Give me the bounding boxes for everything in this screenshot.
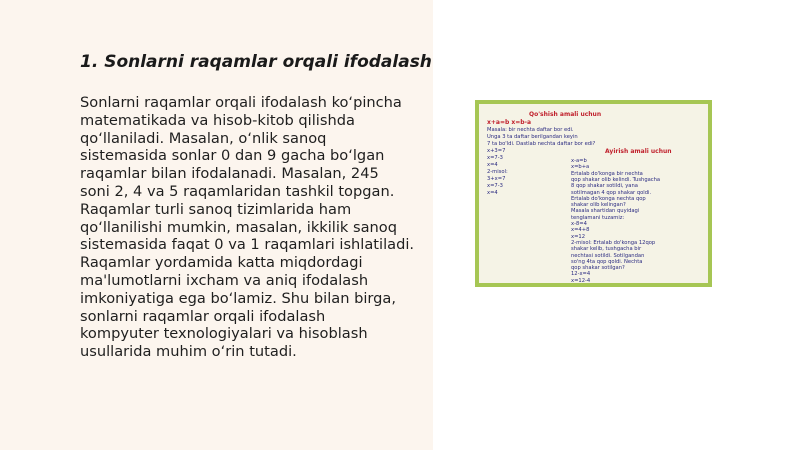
paragraph-line: imkoniyatiga ega bo‘lamiz. Shu bilan birga, [80,289,397,307]
worksheet-content [479,104,708,283]
worksheet-right-line: qop shakar olib kelindi. Tushgacha [571,176,661,183]
worksheet-right-line: shakar kelib, tushgacha bir [571,246,642,253]
addition-heading: Qo'shish amali uchun [529,111,602,118]
worksheet-right-line: 2-misol: Ertalab do'konga 12qop [571,239,656,246]
worksheet-left-line: 2-misol: [487,169,508,175]
paragraph-line: Raqamlar yordamida katta miqdordagi [80,254,363,272]
worksheet-right-line: x-a=b [571,158,587,164]
slide-paragraph [80,94,425,361]
worksheet-right-line: x=4+8 [571,227,590,234]
worksheet-right-line: qop shakar sotilgan? [571,265,625,272]
worksheet-left-line: x+a=b x=b-a [487,119,532,126]
worksheet-right-line: tenglamani tuzamiz: [571,214,625,221]
paragraph-line: Sonlarni raqamlar orqali ifodalash ko‘pincha [80,94,402,111]
paragraph-line: kompyuter texnologiyalari va hisoblash [80,325,368,343]
worksheet-right-line: x=12 [571,233,586,240]
worksheet-left-line: x=4 [487,162,498,168]
paragraph-line: Raqamlar turli sanoq tizimlarida ham [80,200,352,218]
worksheet-left-line: Masala: bir nechta daftar bor edi. [487,127,574,133]
worksheet-left-line: Unga 3 ta daftar berilgandan keyin [487,134,578,140]
worksheet-right-line: Masala shartidan quyidagi [571,208,640,215]
paragraph-line: qo‘llanilishi mumkin, masalan, ikkilik sanoq [80,218,397,236]
worksheet-left-line: 7 ta bo'ldi. Dastlab nechta daftar bor edi? [487,141,596,147]
paragraph-line: raqamlar bilan ifodalanadi. Masalan, 245 [80,165,379,183]
worksheet-right-line: nechtasi sotildi. Sotilgandan [571,252,645,259]
equation-worksheet-image [475,100,712,287]
paragraph-line: ma'lumotlarni ixcham va aniq ifodalash [80,271,369,289]
worksheet-left-line: x=4 [487,190,498,196]
worksheet-left-line: x+3=7 [487,148,506,154]
paragraph-line: sistemasida sonlar 0 dan 9 gacha bo‘lgan [80,147,385,165]
paragraph-line: usullarida muhim o‘rin tutadi. [80,343,297,361]
subtraction-heading: Ayirish amali uchun [605,148,672,155]
worksheet-left-line: 3+x=7 [487,176,506,182]
worksheet-right-line: x=12-4 [571,277,591,283]
paragraph-line: soni 2, 4 va 5 raqamlaridan tashkil topgan. [80,182,395,200]
worksheet-right-line: Ertalab do'konga nechta qop [571,195,646,202]
worksheet-right-line: shakar olib kelingan? [571,202,626,209]
worksheet-left-line: x=7-3 [487,155,503,161]
worksheet-right-line: 8 qop shakar sotildi, yana [571,183,638,190]
worksheet-right-line: Ertalab do'konga bir nechta [571,170,643,177]
paragraph-line: sistemasida faqat 0 va 1 raqamlari ishlatiladi. [80,236,415,254]
paragraph-line: matematikada va hisob-kitob qilishda [80,111,355,129]
worksheet-right-line: 12-x=4 [571,271,591,278]
paragraph-line: sonlarni raqamlar orqali ifodalash [80,307,326,325]
paragraph-line: qo‘llaniladi. Masalan, o‘nlik sanoq [80,129,327,147]
slide-title: 1. Sonlarni raqamlar orqali ifodalash [80,52,432,72]
worksheet-left-line: x=7-3 [487,183,503,189]
worksheet-right-line: x=b+a [571,164,590,171]
worksheet-right-line: so'ng 4ta qop qoldi. Nechta [571,258,643,265]
worksheet-right-line: sotilmagan 4 qop shakar qoldi. [571,189,652,196]
worksheet-right-line: x-8=4 [571,221,587,227]
